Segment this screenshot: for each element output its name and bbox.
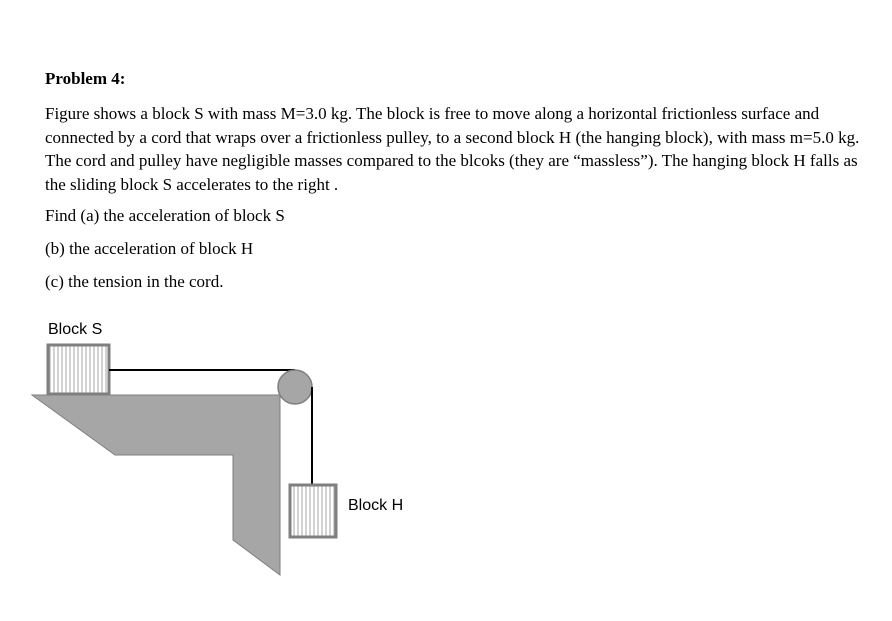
question-part-b: (b) the acceleration of block H: [45, 239, 254, 258]
block-s: [48, 345, 109, 394]
block-h-label: Block H: [348, 497, 404, 514]
problem-title: Problem 4:: [45, 69, 126, 88]
horizontal-surface: [32, 395, 280, 575]
problem-statement: Figure shows a block S with mass M=3.0 kg. The block is free to move along a horizontal frictionless surface and connected by a cord that wraps over a frictionless pulley, to a second block H (the hanging block), with mass m=5.0 kg. The cord and pulley have negligible masses compared to the blcoks (they are “massless”). The hanging block H falls as the sliding block S accelerates to the right .: [45, 104, 860, 194]
pulley: [278, 370, 312, 404]
question-part-a: Find (a) the acceleration of block S: [45, 206, 285, 225]
block-s-label: Block S: [48, 321, 103, 338]
block-h: [290, 485, 336, 537]
question-part-c: (c) the tension in the cord.: [45, 272, 224, 291]
